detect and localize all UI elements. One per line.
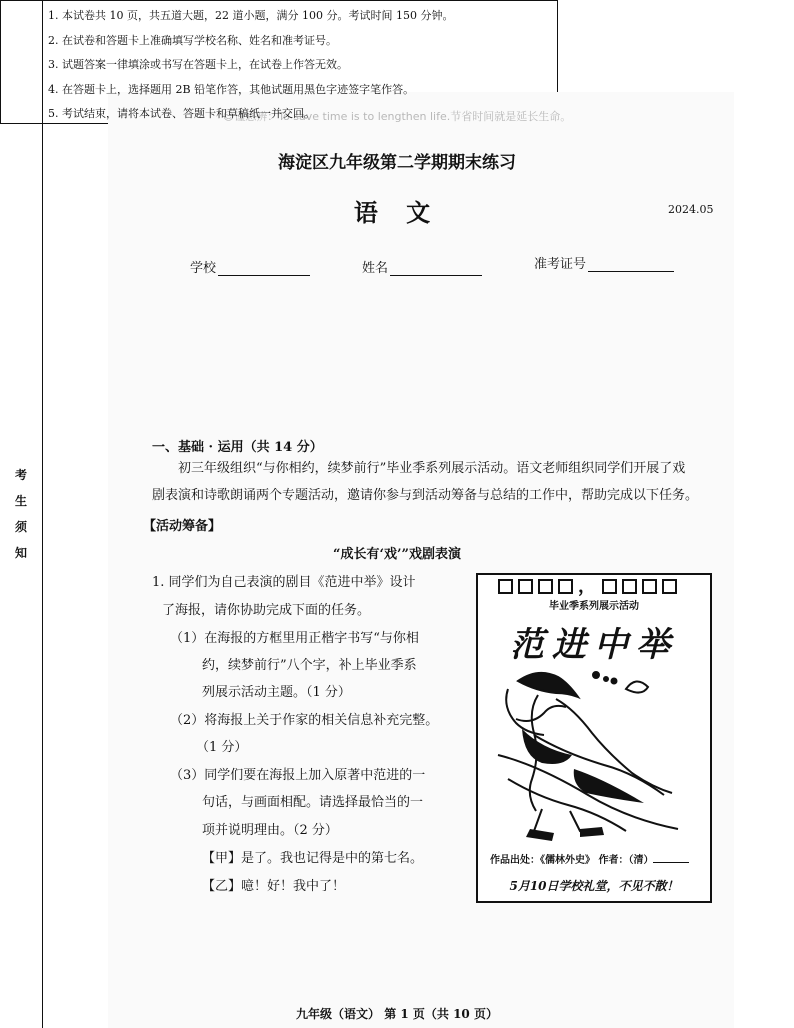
theme-box[interactable] — [558, 579, 573, 594]
question-1-line: （1 分） — [196, 740, 248, 755]
poster-source — [490, 851, 689, 866]
poster — [476, 573, 712, 903]
question-1-line: 句话，与画面相配。请选择最恰当的一 — [202, 795, 424, 810]
section-heading: 一、基础 · 运用（共 14 分） — [152, 440, 323, 455]
name-field[interactable] — [362, 257, 482, 276]
poster-source-text: 作品出处：《儒林外史》 作者：（清） — [490, 855, 654, 866]
theme-box[interactable] — [602, 579, 617, 594]
intro-line-2: 剧表演和诗歌朗诵两个专题活动，邀请你参与到活动筹备与总结的工作中，帮助完成以下任务。 — [152, 488, 699, 503]
notice-label — [0, 0, 43, 1028]
theme-box[interactable] — [642, 579, 657, 594]
school-field[interactable] — [190, 257, 310, 276]
drama-heading: “成长有‘戏’”戏剧表演 — [332, 547, 461, 562]
question-1-line: 约，续梦前行”八个字，补上毕业季系 — [202, 658, 417, 673]
poster-comma: ， — [578, 576, 596, 597]
question-1-line: 了海报，请你协助完成下面的任务。 — [162, 603, 371, 618]
fan-jin-illustration — [478, 659, 710, 859]
notice-list — [48, 4, 788, 127]
notice-label-char: 考 — [14, 468, 27, 482]
theme-box[interactable] — [498, 579, 513, 594]
question-1-line: 项并说明理由。（2 分） — [202, 823, 338, 838]
question-1-line: 1. 同学们为自己表演的剧目《范进中举》设计 — [152, 575, 416, 590]
option-jia: 【甲】是了。我也记得是中的第七名。 — [202, 851, 424, 866]
notice-label-char: 知 — [14, 546, 27, 560]
notice-label-char: 生 — [14, 494, 27, 508]
name-label: 姓名 — [362, 261, 389, 276]
school-label: 学校 — [190, 261, 217, 276]
question-1-line: 列展示活动主题。（1 分） — [202, 685, 351, 700]
question-1-line: （2）将海报上关于作家的相关信息补充完整。 — [170, 713, 439, 728]
intro-line-1: 初三年级组织“与你相约，续梦前行”毕业季系列展示活动。语文老师组织同学们开展了戏 — [178, 461, 686, 476]
notice-item: 2. 在试卷和答题卡上准确填写学校名称、姓名和准考证号。 — [48, 33, 337, 47]
notice-item: 3. 试题答案一律填涂或书写在答题卡上，在试卷上作答无效。 — [48, 58, 348, 71]
theme-box[interactable] — [518, 579, 533, 594]
author-blank[interactable] — [653, 852, 689, 863]
question-1-line: （3）同学们要在海报上加入原著中范进的一 — [170, 768, 426, 783]
exam-id-blank[interactable] — [588, 257, 674, 272]
theme-box[interactable] — [662, 579, 677, 594]
exam-id-field[interactable] — [534, 253, 674, 272]
exam-id-label: 准考证号 — [534, 257, 587, 272]
question-1-line: （1）在海报的方框里用正楷字书写“与你相 — [170, 631, 419, 646]
poster-theme-boxes[interactable] — [498, 576, 682, 597]
poster-date: 5月10日学校礼堂，不见不散！ — [509, 879, 679, 893]
poster-title: 范进中举 — [510, 625, 678, 665]
notice-item: 1. 本试卷共 10 页，共五道大题，22 道小题，满分 100 分。考试时间 150 分钟。 — [48, 9, 454, 22]
exam-date: 2024.05 — [668, 203, 714, 216]
watermark: ☺谨思辨：To save time is to lengthen life.节省时间就是延长生命。 — [222, 110, 572, 123]
option-yi: 【乙】噫！好！我中了！ — [202, 879, 346, 894]
name-blank[interactable] — [390, 261, 482, 276]
notice-label-char: 须 — [14, 520, 27, 534]
activity-bracket-heading: 【活动筹备】 — [143, 519, 222, 534]
theme-box[interactable] — [538, 579, 553, 594]
subject-title: 语 文 — [353, 198, 441, 227]
notice-item: 4. 在答题卡上，选择题用 2B 铅笔作答，其他试题用黑色字迹签字笔作答。 — [48, 82, 415, 96]
page-footer: 九年级（语文） 第 1 页（共 10 页） — [296, 1007, 498, 1021]
poster-subtitle: 毕业季系列展示活动 — [549, 601, 639, 612]
notice-item: 5. 考试结束，请将本试卷、答题卡和草稿纸一并交回。 — [48, 107, 315, 120]
school-blank[interactable] — [218, 261, 310, 276]
page-title: 海淀区九年级第二学期期末练习 — [278, 153, 516, 173]
theme-box[interactable] — [622, 579, 637, 594]
